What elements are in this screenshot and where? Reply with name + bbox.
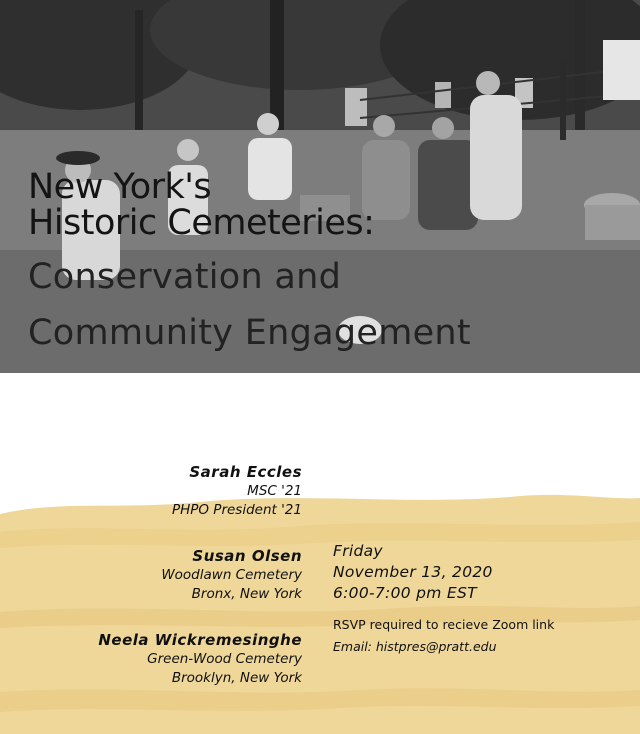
- speaker-name: Sarah Eccles: [189, 463, 302, 481]
- speaker-susan-olsen: [0, 546, 302, 604]
- event-day: Friday: [333, 542, 383, 560]
- speaker-detail: Woodlawn Cemetery: [161, 567, 302, 583]
- speaker-detail: Green-Wood Cemetery: [147, 651, 302, 667]
- title-line-1: New York's: [28, 167, 212, 207]
- event-date: November 13, 2020: [333, 563, 493, 581]
- event-details: [333, 541, 554, 658]
- rsvp-note: RSVP required to recieve Zoom link: [333, 617, 555, 632]
- title-line-2: Historic Cemeteries:: [28, 203, 375, 243]
- speaker-neela-wickremesinghe: [0, 630, 302, 688]
- speaker-name: Neela Wickremesinghe: [98, 631, 302, 649]
- speaker-detail: Brooklyn, New York: [171, 670, 302, 686]
- speaker-detail: PHPO President '21: [171, 502, 302, 518]
- title-line-4: Community Engagement: [28, 313, 471, 353]
- poster-title: [28, 167, 471, 353]
- speaker-detail: Bronx, New York: [191, 586, 302, 602]
- speaker-sarah-eccles: [0, 462, 302, 520]
- speaker-name: Susan Olsen: [192, 547, 302, 565]
- rsvp-email: Email: histpres@pratt.edu: [333, 639, 497, 654]
- speaker-detail: MSC '21: [247, 483, 302, 499]
- speaker-list: [0, 462, 302, 702]
- event-time: 6:00-7:00 pm EST: [333, 584, 477, 602]
- title-line-3: Conservation and: [28, 257, 342, 297]
